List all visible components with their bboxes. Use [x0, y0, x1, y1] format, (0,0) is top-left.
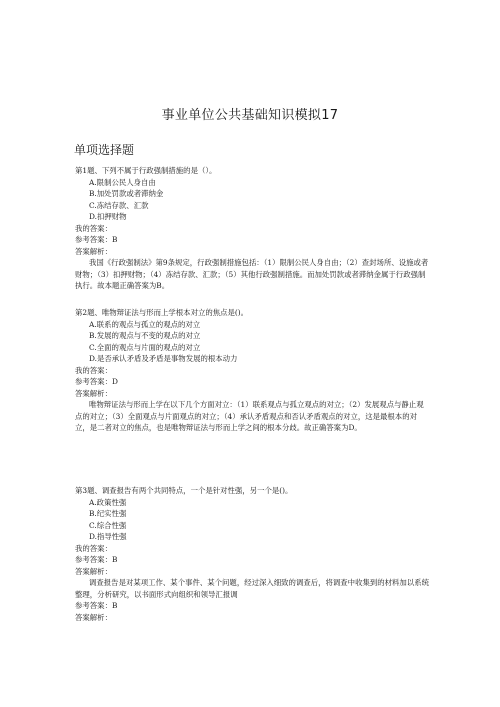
- option-a: A.联系的观点与孤立的观点的对立: [89, 319, 201, 329]
- reference-answer-repeat: 参考答案：B: [75, 601, 118, 610]
- option-d: D.指导性强: [89, 532, 127, 541]
- page-title: 事业单位公共基础知识模拟17: [161, 108, 339, 123]
- my-answer-label: 我的答案：: [75, 223, 112, 233]
- question-stem: 第1题、下列不属于行政强制措施的是（）。: [75, 166, 217, 175]
- option-c: C.冻结存款、汇款: [89, 200, 149, 210]
- question-stem: 第3题、调查报告有两个共同特点，一个是针对性强，另一个是()。: [75, 486, 293, 495]
- my-answer-label: 我的答案：: [75, 365, 112, 375]
- reference-answer: 参考答案：D: [75, 377, 118, 386]
- option-b: B.纪实性强: [89, 509, 127, 518]
- analysis-label-repeat: 答案解析：: [75, 612, 112, 622]
- question-3: [75, 485, 430, 623]
- analysis-text: 唯物辩证法与形而上学在以下几个方面对立：（1）联系观点与孤立观点的对立；（2）发展观点与静止观点的对立；（3）全面观点与片面观点的对立；（4）承认矛盾观点和否认矛盾观点的对立，这是最根本的对立，是二者对立的焦点，也是唯物辩证法与形而上学之间的根本分歧。故正确答案为D。: [75, 400, 424, 432]
- analysis-label: 答案解析：: [75, 246, 112, 256]
- option-d: D.扣押财物: [89, 212, 127, 221]
- question-1: [75, 165, 430, 292]
- analysis-label: 答案解析：: [75, 388, 112, 398]
- question-2: [75, 307, 430, 434]
- reference-answer: 参考答案：B: [75, 235, 118, 244]
- option-b: B.发展的观点与不变的观点的对立: [89, 331, 201, 340]
- analysis-text: 我国《行政强制法》第9条规定，行政强制措施包括：（1）限制公民人身自由；（2）查封场所、设施或者财物；（3）扣押财物；（4）冻结存款、汇款；（5）其他行政强制措施。而加处罚款或者滞纳金属于行政强制执行。故本题正确答案为B。: [75, 258, 429, 290]
- section-heading: 单项选择题: [74, 143, 135, 157]
- question-stem: 第2题、唯物辩证法与形而上学根本对立的焦点是()。: [75, 308, 249, 317]
- reference-answer: 参考答案：B: [75, 555, 118, 564]
- option-d: D.是否承认矛盾及矛盾是事物发展的根本动力: [89, 354, 238, 363]
- analysis-label: 答案解析：: [75, 566, 112, 576]
- my-answer-label: 我的答案：: [75, 543, 112, 553]
- analysis-text: 调查报告是对某项工作、某个事件、某个问题，经过深入细致的调查后，将调查中收集到的材料加以系统整理，分析研究，以书面形式向组织和领导汇报调: [75, 578, 429, 599]
- option-a: A.政策性强: [89, 497, 127, 507]
- option-a: A.限制公民人身自由: [89, 177, 156, 187]
- option-c: C.综合性强: [89, 520, 127, 530]
- option-c: C.全面的观点与片面的观点的对立: [89, 342, 201, 352]
- option-b: B.加处罚款或者滞纳金: [89, 189, 164, 198]
